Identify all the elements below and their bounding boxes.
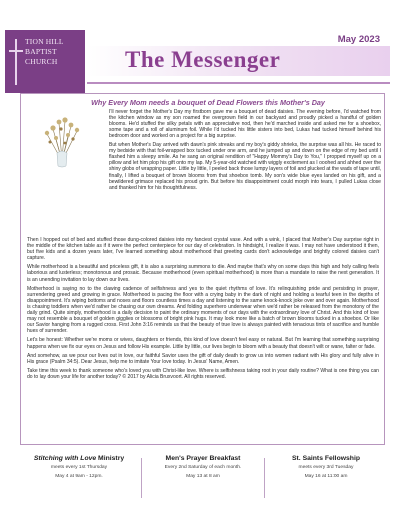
event-schedule: Every 2nd Saturday of each month. bbox=[164, 465, 242, 470]
event-saints-fellowship bbox=[267, 452, 385, 504]
title-band bbox=[87, 46, 390, 76]
lead-paragraph: I'll never forget the Mother's Day my firstborn gave me a bouquet of dead daisies. The evening before, I'd watched from the kitchen window as my son roamed the overgrown field in our backyard and proudly picked a handful of golden blooms. He'd stuffed the silky petals with an appreciative nod, then he'd marched inside and asked me for a shoebox, some tape and a roll of aluminum foil. While I'd tucked his little sisters into bed, Lukas had tucked himself behind his bedroom door and worked on a project for a big surprise. bbox=[109, 109, 381, 140]
body-paragraph: While motherhood is a beautiful and priceless gift, it is also a surprising summons to die. And maybe that's why on some days this high and holy calling feels laborious and lusterless; monotonous and prosaic. Because motherhood (even spiritual motherhood) is more than a mandate to raise the next generation. It is an unending invitation to lay down our lives. bbox=[27, 264, 379, 283]
header-rule bbox=[87, 82, 390, 84]
newsletter-header bbox=[5, 30, 390, 93]
body-paragraph: Let's be honest: Whether we're moms or wives, daughters or friends, this kind of love doesn't feel easy or natural. But I'm learning that something surprising happens when we fix our eyes on Jesus and follow His example. Little by little, our lives begin to bloom with a beauty that doesn't wilt or wane, falter or fade. bbox=[27, 337, 379, 350]
event-divider bbox=[141, 458, 142, 498]
lead-paragraph: But when Mother's Day arrived with dawn's pink streaks and my boy's giddy shrieks, the surprise was all his. He raced to my bedside with that foil-wrapped box tucked under one arm, and he jumped up and down on the edge of my bed until I flashed him a sleepy smile. As he sang an original rendition of "Happy Mommy's Day to You," I propped myself up on a pillow and let him plop his gift onto my lap. My 5-year-old watched with wiggly excitement as I ooohed and ahhed over the shiny globs of wrapping paper. Little by little, I peeled back those lumpy layers of foil and plucked at the wads of tape until, finally, I lifted a bouquet of brown blooms from that shoebox tomb. My son's wide blue eyes landed on his gift, and a bewildered grimace replaced his proud grin. But before his disappointment could morph into tears, I pulled Lukas close and thanked him for his thoughtfulness. bbox=[109, 142, 381, 191]
dried-bouquet-icon bbox=[31, 109, 93, 169]
event-date: May 4 at 9am - 12pm. bbox=[55, 474, 103, 479]
body-paragraph: Motherhood is saying no to the clawing cadence of selfishness and yes to the quiet rhythms of love. It's relinquishing pride and persisting in prayer, surrendering greed and growing in grace. Motherhood is pacing the floor with a crying baby in the dark of night and holding a tearful teen in the depths of disappointment. It's wiping bottoms and noses and floors countless times a day and listening to the same knock-knock joke over and over again. Motherhood is chasing toddlers when we'd rather be chasing our own dreams. And folding superhero underwear when we'd rather be released from the monotony of the daily grind. Quite simply, motherhood is a daily decision to paint the ordinary moments of our days with the extraordinary love of Christ. And this kind of love may not resemble a bouquet of golden gigglies or blossoms of bright pink hugs. It may look more like a batch of brown blooms tucked in a shoebox. Or like our Savior hanging from a rugged cross. First John 3:16 reminds us that the beauty of true love is always painted with tenacious tints of sacrifice and humble hues of surrender. bbox=[27, 285, 379, 335]
newsletter-title: The Messenger bbox=[125, 47, 281, 72]
event-title-rest: Ministry bbox=[96, 455, 125, 462]
article-headline: Why Every Mom needs a bouquet of Dead Flowers this Mother's Day bbox=[91, 98, 325, 107]
article-body bbox=[27, 237, 379, 383]
event-date: May 16 at 11:00 am bbox=[304, 474, 348, 479]
event-schedule: meets every 3rd Tuesday bbox=[298, 465, 354, 470]
event-mens-breakfast bbox=[144, 452, 262, 504]
events-section bbox=[20, 452, 385, 504]
article-box bbox=[20, 93, 385, 445]
event-title: Men's Prayer Breakfast bbox=[165, 455, 241, 462]
cross-bar-icon bbox=[9, 50, 23, 52]
cross-icon bbox=[15, 39, 17, 85]
church-name: TION HILL BAPTIST CHURCH bbox=[25, 37, 64, 66]
event-date: May 13 at 8 am bbox=[186, 474, 220, 479]
issue-date: May 2023 bbox=[337, 34, 380, 45]
body-paragraph: Then I hopped out of bed and stuffed those dung-colored daisies into my fanciest crystal vase. And with a wink, I placed that Mother's Day surprise right in the middle of the kitchen table as if it were the perfect centerpiece for our day of celebration. In hindsight, I realize it was. I may not have understood it then, but five kids and a dozen years later, I've learned something about motherhood that greeting cards don't acknowledge and brightly colored daisies can't capture. bbox=[27, 237, 379, 262]
event-schedule: meets every 1st Thursday bbox=[50, 465, 108, 470]
event-title-italic: Stitching with Love bbox=[33, 455, 97, 462]
body-paragraph: Take time this week to thank someone who's loved you with Christ-like love. Where is selfishness taking root in your daily routine? What is one thing you can do to lay down your life for another today? © 2017 by Alicia Bruxvoort. All rights reserved. bbox=[27, 367, 379, 380]
church-logo bbox=[5, 30, 85, 93]
event-title: St. Saints Fellowship bbox=[292, 455, 360, 462]
event-divider bbox=[264, 458, 265, 498]
event-stitching-ministry bbox=[20, 452, 138, 504]
event-title bbox=[20, 455, 138, 462]
body-paragraph: And somehow, as we pour our lives out in love, our faithful Savior uses the gift of daily death to grow us into women radiant with His glory and fully alive in His grace (Psalm 34:5). Dear Jesus, help me to imitate Your love today. In Jesus' Name, Amen. bbox=[27, 352, 379, 365]
dead-flowers-image bbox=[31, 109, 93, 169]
article-lead bbox=[109, 109, 381, 193]
